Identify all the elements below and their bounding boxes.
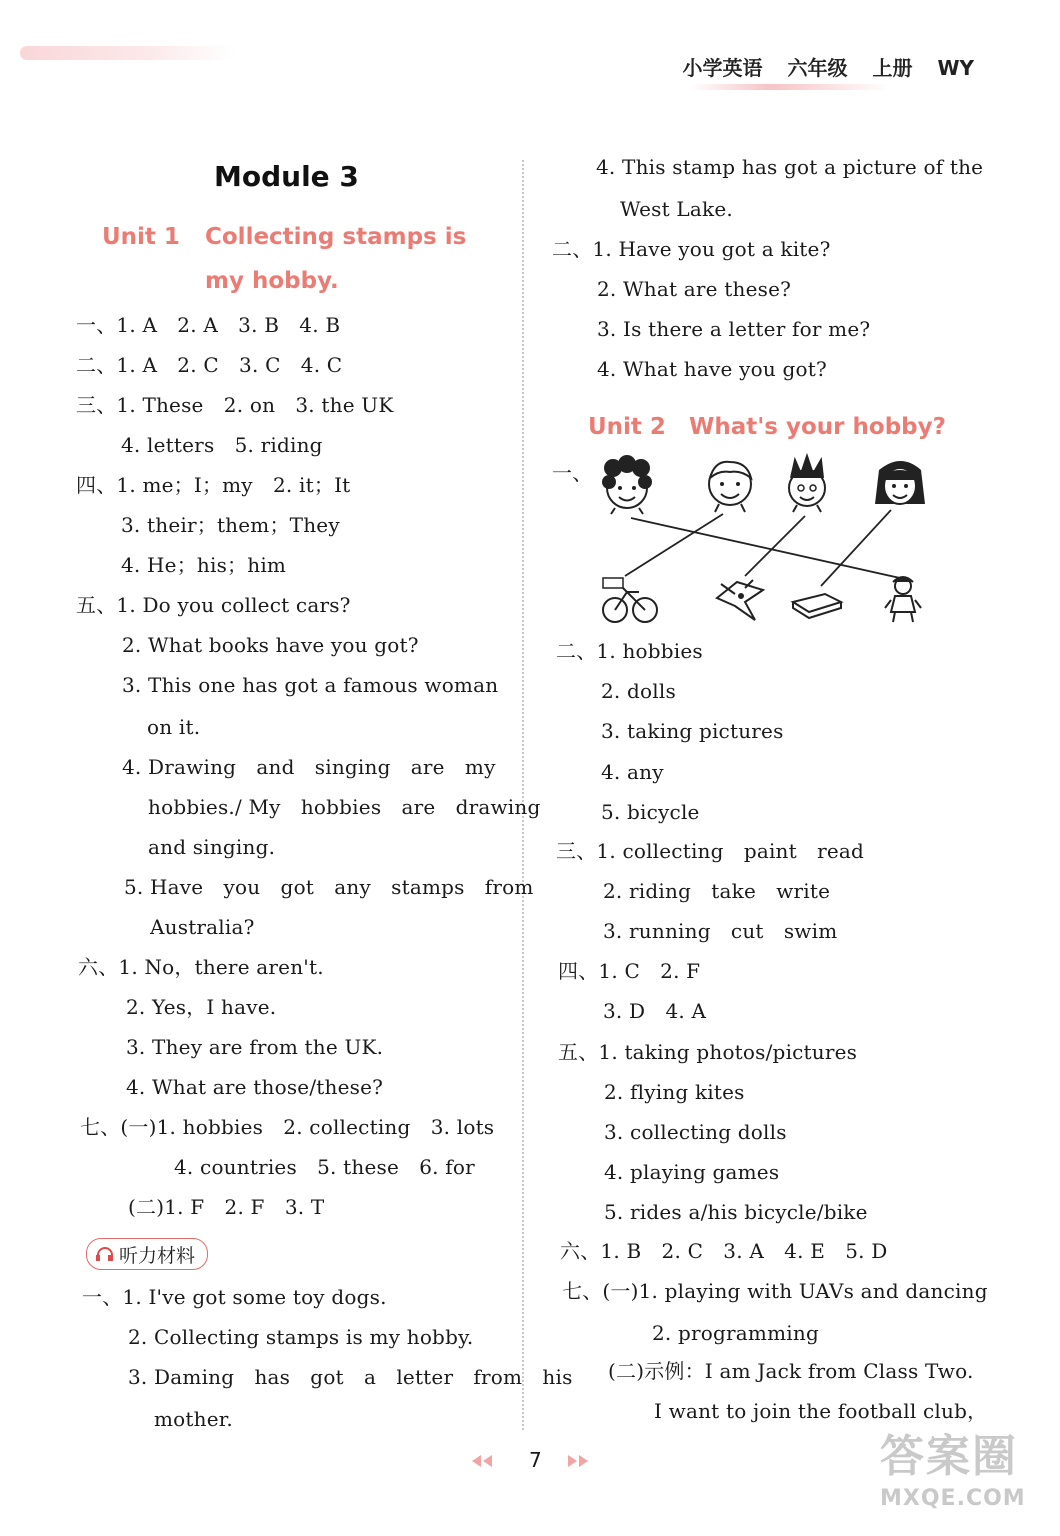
answer-line: 2. flying kites: [604, 1080, 745, 1104]
answer-line: 一、: [552, 461, 593, 485]
answer-line: 2. riding take write: [603, 879, 831, 903]
unit2-title: What's your hobby?: [689, 414, 946, 440]
answer-line: 5. Have you got any stamps from: [124, 875, 534, 899]
answer-line: 五、1. taking photos/pictures: [558, 1040, 858, 1064]
answer-line: on it.: [147, 715, 201, 739]
answer-line: 4. any: [601, 760, 664, 784]
answer-line: 4. countries 5. these 6. for: [174, 1155, 475, 1179]
answer-line: 2. programming: [652, 1321, 819, 1345]
answer-line: 六、1. B 2. C 3. A 4. E 5. D: [560, 1239, 888, 1263]
header-subject: 小学英语: [682, 56, 763, 80]
listening-material-badge: [86, 1238, 208, 1270]
answer-line: 4. letters 5. riding: [121, 433, 323, 457]
answer-line: 4. playing games: [604, 1160, 780, 1184]
unit1-title-line2: my hobby.: [205, 268, 339, 294]
transcript-line: 2. What are these?: [597, 277, 792, 301]
answer-line: (二)1. F 2. F 3. T: [128, 1195, 325, 1219]
answer-line: (二)示例：I am Jack from Class Two.: [608, 1359, 974, 1383]
transcript-line: mother.: [154, 1407, 233, 1431]
module-title: Module 3: [214, 160, 359, 193]
answer-line: 3. collecting dolls: [604, 1120, 787, 1144]
answer-line: I want to join the football club，: [654, 1399, 988, 1423]
answer-line: and singing.: [148, 835, 276, 859]
watermark-cn: 答案圈: [880, 1431, 1018, 1482]
kite-bird-icon: [717, 580, 763, 620]
face-boy-spiky-icon: [789, 456, 825, 512]
page-number: 7: [529, 1448, 542, 1472]
match-line: [821, 510, 891, 586]
transcript-line: 3. Daming has got a letter from his: [128, 1365, 573, 1389]
face-girl-curly-icon: [602, 455, 652, 514]
header-edition: WY: [937, 56, 974, 80]
face-girl-longhair-icon: [875, 461, 925, 504]
answer-line: 2. What books have you got?: [122, 633, 419, 657]
match-line: [631, 518, 900, 578]
page-header: [665, 52, 974, 81]
answer-line: 3. They are from the UK.: [126, 1035, 384, 1059]
header-underline-decoration: [690, 84, 890, 90]
answer-line: 三、1. These 2. on 3. the UK: [76, 393, 394, 417]
answer-line: 七、(一)1. hobbies 2. collecting 3. lots: [80, 1115, 495, 1139]
answer-line: 4. Drawing and singing are my: [122, 755, 496, 779]
answer-line: 六、1. No，there aren't.: [78, 955, 324, 979]
book-icon: [793, 594, 841, 618]
next-page-arrows-icon: [568, 1455, 588, 1467]
transcript-line: 2. Collecting stamps is my hobby.: [128, 1325, 474, 1349]
answer-line: 3. their；them；They: [121, 513, 340, 537]
doll-icon: [885, 577, 921, 622]
answer-line: 一、1. A 2. A 3. B 4. B: [76, 313, 341, 337]
answer-line: 5. bicycle: [601, 800, 700, 824]
watermark-logo: [880, 1420, 1050, 1530]
answer-line: 3. running cut swim: [603, 919, 838, 943]
answer-line: 二、1. A 2. C 3. C 4. C: [76, 353, 343, 377]
answer-line: 3. taking pictures: [601, 719, 784, 743]
watermark-en: MXQE.COM: [880, 1486, 1026, 1511]
unit2-label: Unit 2: [588, 414, 666, 440]
answer-line: 七、(一)1. playing with UAVs and dancing: [562, 1279, 988, 1303]
prev-page-arrows-icon: [472, 1455, 492, 1467]
transcript-line: West Lake.: [620, 197, 733, 221]
answer-line: 5. rides a/his bicycle/bike: [604, 1200, 868, 1224]
transcript-line: 3. Is there a letter for me?: [597, 317, 871, 341]
answer-line: 二、1. hobbies: [556, 639, 703, 663]
header-decoration: [20, 46, 235, 60]
answer-line: 四、1. me；I；my 2. it；It: [76, 473, 351, 497]
header-term: 上册: [872, 56, 913, 80]
matching-figure: [595, 452, 935, 632]
answer-line: 2. Yes，I have.: [126, 995, 277, 1019]
answer-line: 4. He；his；him: [121, 553, 287, 577]
answer-line: 三、1. collecting paint read: [556, 839, 864, 863]
answer-line: 3. This one has got a famous woman: [122, 673, 499, 697]
answer-line: 五、1. Do you collect cars?: [76, 593, 351, 617]
listening-material-label: 听力材料: [119, 1244, 196, 1267]
match-line: [625, 514, 723, 576]
answer-line: 2. dolls: [601, 679, 676, 703]
face-boy-icon: [709, 462, 751, 512]
transcript-line: 4. What have you got?: [597, 357, 827, 381]
unit1-title-line1: Collecting stamps is: [205, 224, 467, 250]
unit1-label: Unit 1: [102, 224, 180, 250]
answer-line: 4. What are those/these?: [126, 1075, 384, 1099]
transcript-line: 二、1. Have you got a kite?: [552, 237, 831, 261]
transcript-line: 4. This stamp has got a picture of the: [596, 155, 984, 179]
answer-line: 四、1. C 2. F: [558, 959, 701, 983]
answer-line: hobbies./ My hobbies are drawing: [148, 795, 541, 819]
header-grade: 六年级: [787, 56, 848, 80]
answer-line: 3. D 4. A: [603, 999, 707, 1023]
headphone-icon: [95, 1246, 113, 1262]
answer-line: Australia?: [150, 915, 255, 939]
transcript-line: 一、1. I've got some toy dogs.: [82, 1285, 387, 1309]
bicycle-icon: [603, 578, 657, 622]
